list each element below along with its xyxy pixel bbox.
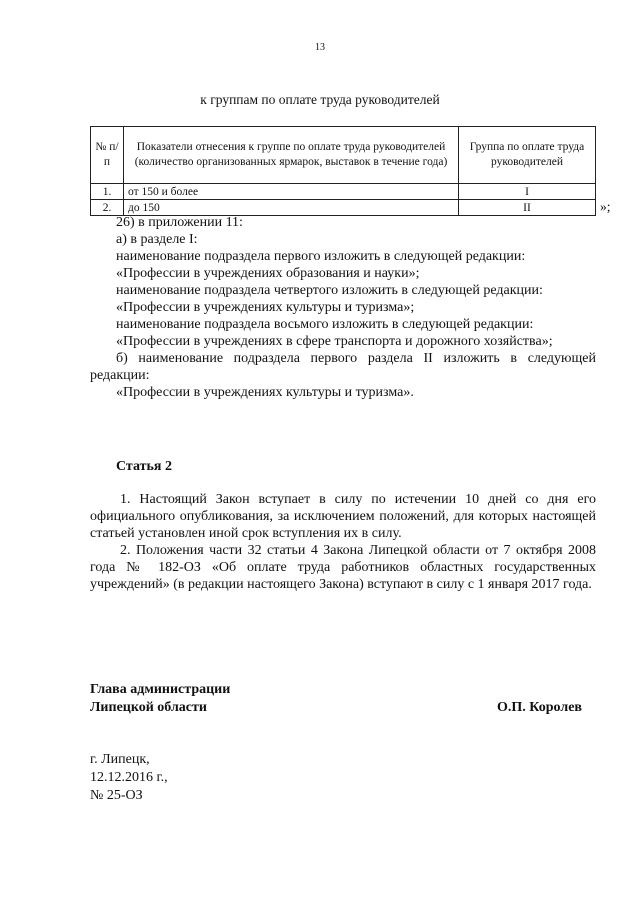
paragraph: «Профессии в учреждениях культуры и туризма». <box>116 385 414 400</box>
paragraph: б) наименование подраздела первого раздела II изложить в следующей редакции: <box>90 351 596 383</box>
article-item: 1. Настоящий Закон вступает в силу по истечении 10 дней со дня его официального опубликования, за исключением положений, для которых настоящей статьей установлен иной срок вступления их в силу. <box>90 492 596 541</box>
signatory-name: О.П. Королев <box>497 700 582 715</box>
law-number: № 25-ОЗ <box>90 788 143 803</box>
article-title: Статья 2 <box>116 459 172 474</box>
header-group: Группа по оплате труда руководителей <box>459 127 596 184</box>
table-cell: 2. <box>91 200 124 216</box>
signature-block <box>90 681 596 717</box>
table-cell: от 150 и более <box>124 184 459 200</box>
pay-group-table <box>90 126 596 216</box>
amendment-text <box>90 214 596 401</box>
table-cell: 1. <box>91 184 124 200</box>
table-cell: II <box>459 200 596 216</box>
table-cell: до 150 <box>124 200 459 216</box>
header-indicators: Показатели отнесения к группе по оплате труда руководителей (количество организованных ярмарок, выставок в течение года) <box>124 127 459 184</box>
table-header-row <box>91 127 596 184</box>
place-date-block <box>90 751 168 805</box>
paragraph: 26) в приложении 11: <box>116 215 243 230</box>
place-city: г. Липецк, <box>90 752 150 767</box>
signature-title-line: Глава администрации <box>90 682 231 697</box>
paragraph: а) в разделе I: <box>116 232 198 247</box>
paragraph: «Профессии в учреждениях в сфере транспорта и дорожного хозяйства»; <box>116 334 553 349</box>
paragraph: «Профессии в учреждениях культуры и туризма»; <box>116 300 415 315</box>
article-body <box>90 491 596 593</box>
paragraph: «Профессии в учреждениях образования и науки»; <box>116 266 420 281</box>
closing-quote: »; <box>600 199 611 214</box>
paragraph: наименование подраздела четвертого изложить в следующей редакции: <box>116 283 543 298</box>
page-number: 13 <box>315 42 325 53</box>
header-number: № п/п <box>91 127 124 184</box>
law-date: 12.12.2016 г., <box>90 770 168 785</box>
paragraph: наименование подраздела первого изложить в следующей редакции: <box>116 249 526 264</box>
table-row <box>91 184 596 200</box>
paragraph: наименование подраздела восьмого изложить в следующей редакции: <box>116 317 534 332</box>
signature-title-line: Липецкой области <box>90 700 207 715</box>
article-item: 2. Положения части 32 статьи 4 Закона Липецкой области от 7 октября 2008 года № 182-ОЗ «Об оплате труда работников областных государственных учреждений» (в редакции настоящего Закона) вступают в силу с 1 января 2017 года. <box>90 543 596 592</box>
table-caption: к группам по оплате труда руководителей <box>200 92 440 107</box>
table-cell: I <box>459 184 596 200</box>
